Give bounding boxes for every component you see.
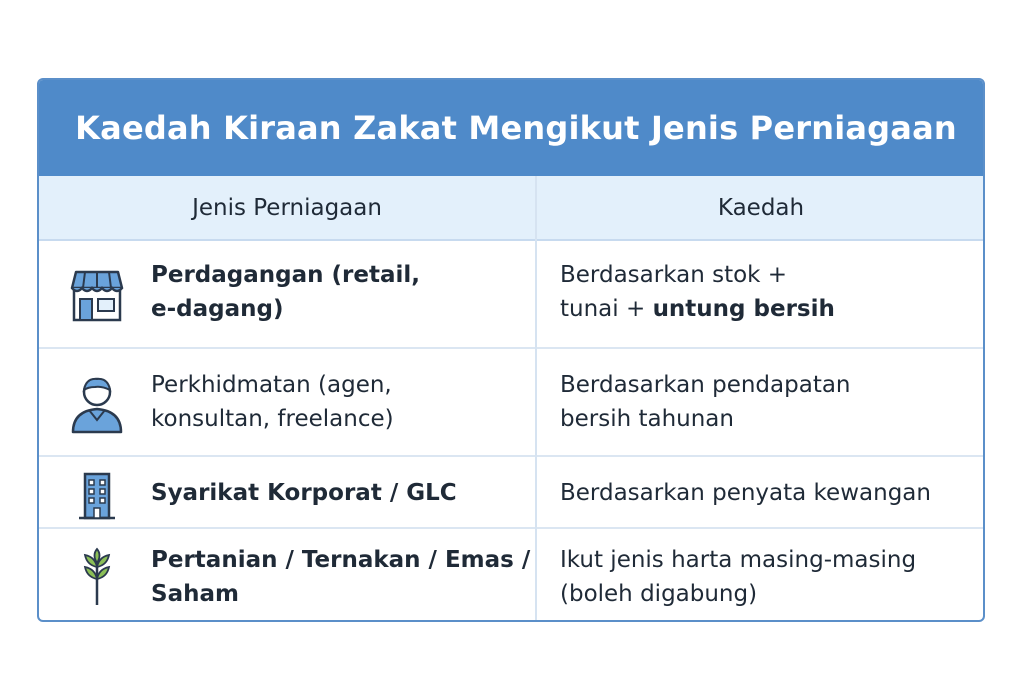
store-icon xyxy=(65,265,129,325)
table-row xyxy=(39,457,983,529)
business-type-text: Perdagangan (retail, e-dagang) xyxy=(151,262,420,322)
method-text: Ikut jenis harta masing-masing (boleh digabung) xyxy=(560,547,917,607)
zakat-table-card xyxy=(37,78,985,622)
business-type-text: Syarikat Korporat / GLC xyxy=(151,480,457,506)
column-divider xyxy=(535,176,537,622)
person-icon xyxy=(65,373,129,435)
wheat-icon xyxy=(65,545,129,607)
table-row xyxy=(39,241,983,349)
table-row xyxy=(39,349,983,457)
building-icon xyxy=(65,470,129,522)
method-text: Berdasarkan penyata kewangan xyxy=(560,480,931,506)
column-header-type: Jenis Perniagaan xyxy=(192,194,382,221)
table-title: Kaedah Kiraan Zakat Mengikut Jenis Perniagaan xyxy=(75,109,957,147)
business-type-text: Pertanian / Ternakan / Emas / Saham xyxy=(151,547,531,607)
table-row xyxy=(39,529,983,622)
method-text: Berdasarkan stok + tunai + untung bersih xyxy=(560,262,835,322)
title-bar xyxy=(39,80,983,176)
method-text: Berdasarkan pendapatan bersih tahunan xyxy=(560,372,851,432)
column-header-method: Kaedah xyxy=(717,194,805,221)
business-type-text: Perkhidmatan (agen, konsultan, freelance) xyxy=(151,372,394,432)
column-header-row xyxy=(39,176,983,241)
